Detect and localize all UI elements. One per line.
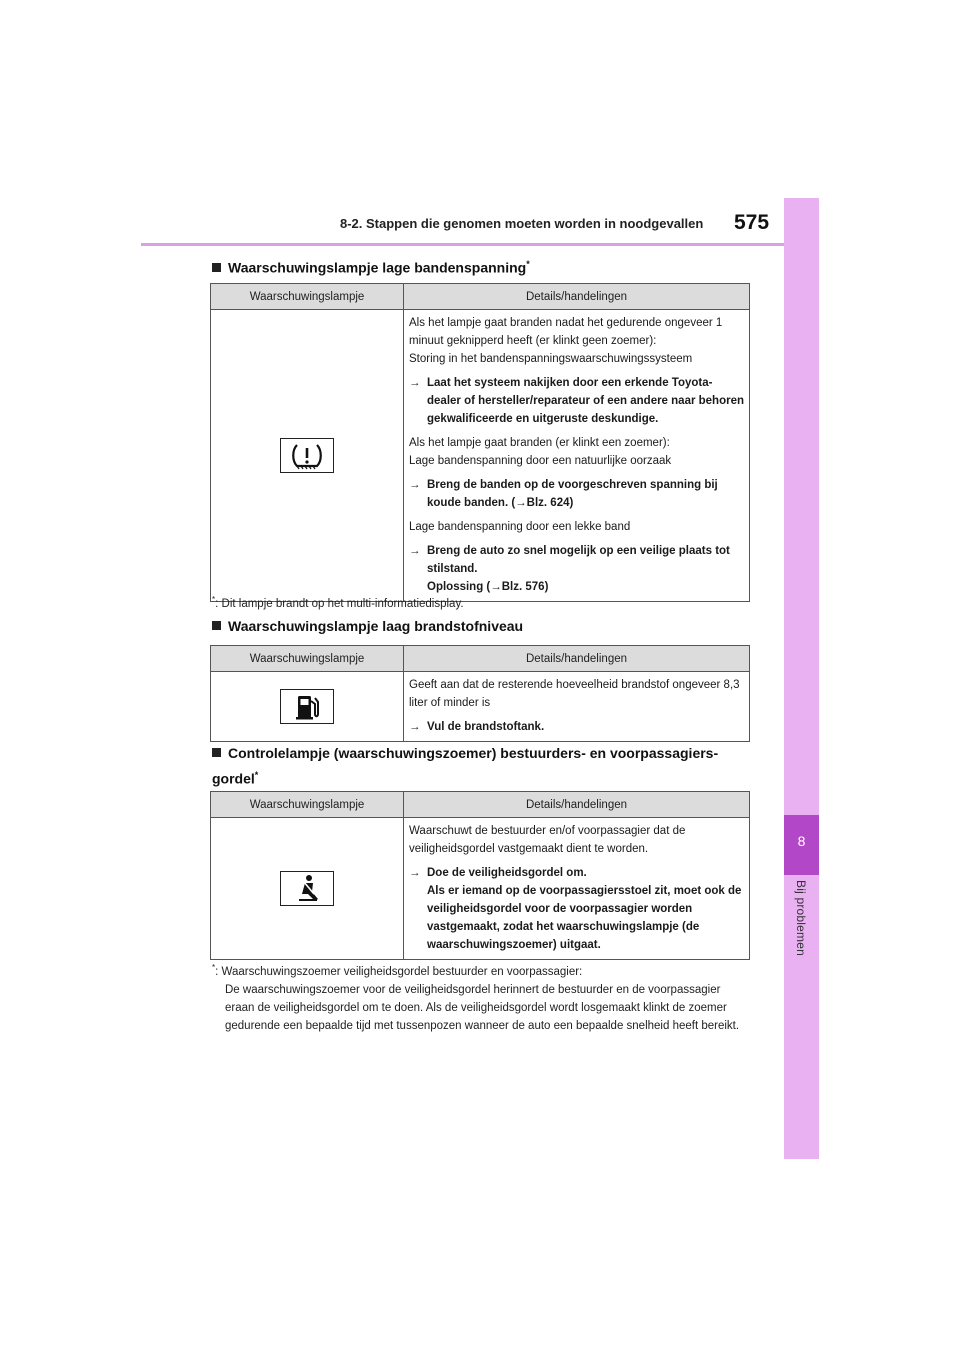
detail-text: Als het lampje gaat branden nadat het gedurende ongeveer 1 minuut geknipperd heeft (er klinkt geen zoemer): Storing in het bandenspanningswaarschuwingssysteem — [409, 317, 723, 365]
table-header-light: Waarschuwingslampje — [211, 284, 404, 310]
action-text: → Vul de brandstoftank. — [409, 718, 744, 736]
table-header-details: Details/handelingen — [404, 646, 750, 672]
table-header-light: Waarschuwingslampje — [211, 792, 404, 818]
page-number: 575 — [734, 211, 770, 234]
chapter-sidebar — [784, 198, 819, 1159]
chapter-title: Bij problemen — [794, 880, 808, 956]
action-text: → Laat het systeem nakijken door een erkende Toyota-dealer of hersteller/reparateur of een andere naar behoren gekwalificeerde en uitgeruste deskundige. — [409, 374, 744, 428]
section-header: 8-2. Stappen die genomen moeten worden in noodgevallen — [340, 216, 704, 231]
arrow-icon: → — [409, 545, 421, 557]
footnote-1: *: Dit lampje brandt op het multi-informatiedisplay. — [212, 595, 464, 610]
square-bullet-icon — [212, 748, 221, 757]
table-row — [211, 818, 750, 960]
arrow-icon: → — [409, 377, 421, 389]
detail-text: Geeft aan dat de resterende hoeveelheid brandstof ongeveer 8,3 liter of minder is — [409, 679, 740, 709]
table-row — [211, 672, 750, 742]
section-heading-seatbelt: Controlelampje (waarschuwingszoemer) bestuurders- en voorpassagiers-gordel* — [212, 745, 719, 787]
detail-text: Lage bandenspanning door een lekke band — [409, 521, 631, 533]
action-text: → Breng de banden op de voorgeschreven spanning bij koude banden. (→Blz. 624) — [409, 476, 744, 512]
chapter-number: 8 — [797, 833, 806, 849]
section-heading-tire-pressure: Waarschuwingslampje lage bandenspanning* — [212, 253, 530, 279]
arrow-icon: → — [409, 867, 421, 879]
warning-table-tire-pressure — [210, 283, 750, 602]
table-header-light: Waarschuwingslampje — [211, 646, 404, 672]
action-text: → Breng de auto zo snel mogelijk op een veilige plaats tot stilstand. Oplossing (→Blz. 576) — [409, 542, 744, 596]
arrow-icon: → — [409, 479, 421, 491]
detail-text: Waarschuwt de bestuurder en/of voorpassagier dat de veiligheidsgordel vastgemaakt dient te worden. — [409, 825, 686, 855]
header-divider — [141, 243, 784, 246]
seatbelt-reminder-icon — [280, 871, 334, 906]
table-row — [211, 310, 750, 602]
fuel-pump-icon — [280, 689, 334, 724]
table-header-details: Details/handelingen — [404, 792, 750, 818]
detail-text: Als het lampje gaat branden (er klinkt een zoemer): Lage bandenspanning door een natuurlijke oorzaak — [409, 437, 672, 467]
square-bullet-icon — [212, 263, 221, 272]
square-bullet-icon — [212, 621, 221, 630]
table-header-details: Details/handelingen — [404, 284, 750, 310]
section-heading-fuel-level: Waarschuwingslampje laag brandstofniveau — [212, 615, 523, 637]
tire-pressure-warning-icon — [280, 438, 334, 473]
warning-table-seatbelt — [210, 791, 750, 960]
action-text: → Doe de veiligheidsgordel om. Als er iemand op de voorpassagiersstoel zit, moet ook de veiligheidsgordel voor de voorpassagier worden vastgemaakt, zodat het waarschuwingslampje (de waarschuwingszoemer) uitgaat. — [409, 864, 744, 954]
footnote-2: *: Waarschuwingszoemer veiligheidsgordel bestuurder en voorpassagier: De waarschuwingszoemer voor de veiligheidsgordel herinnert de bestuurder en de voorpassagier eraan de veiligheidsgordel om te doen. Als de veiligheidsgordel wordt losgemaakt klinkt de zoemer gedurende een bepaalde tijd met tussenpozen wanneer de auto een bepaalde snelheid heeft bereikt. — [212, 963, 740, 1032]
warning-table-fuel — [210, 645, 750, 742]
arrow-icon: → — [409, 721, 421, 733]
